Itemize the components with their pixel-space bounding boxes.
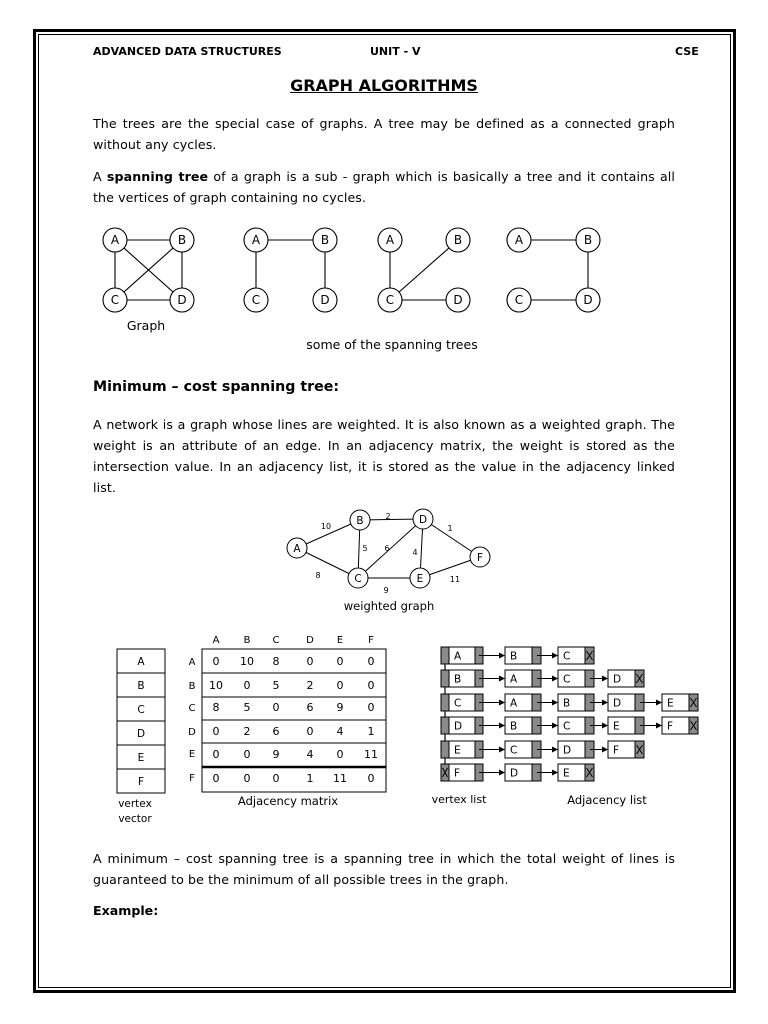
svg-text:C: C — [563, 650, 571, 663]
tree3-node-b: B — [583, 233, 593, 247]
matrix-col-a: A — [212, 635, 220, 646]
vertex-vector-d: D — [136, 728, 146, 740]
matrix-cell: 6 — [272, 725, 280, 738]
spanning-tree-term: spanning tree — [106, 169, 209, 184]
matrix-row-d: D — [188, 727, 196, 738]
adjacency-node — [558, 741, 594, 758]
weighted-graph-caption: weighted graph — [343, 599, 435, 613]
matrix-cell: 9 — [272, 748, 280, 761]
matrix-cell: 11 — [333, 772, 347, 785]
tree1-node-d: D — [320, 293, 330, 307]
tree1-node-a: A — [251, 233, 261, 247]
svg-text:D: D — [510, 767, 519, 780]
tree2-node-c: C — [385, 293, 395, 307]
graph-node-d: D — [177, 293, 187, 307]
adjacency-node — [505, 741, 541, 758]
svg-text:E: E — [667, 697, 674, 710]
matrix-row-a: A — [188, 657, 196, 668]
adjacency-node — [662, 694, 698, 711]
matrix-row-b: B — [188, 681, 196, 692]
adjacency-node — [558, 670, 594, 687]
matrix-cell: 8 — [272, 655, 280, 668]
tree3-node-c: C — [514, 293, 524, 307]
section-heading: Minimum – cost spanning tree: — [93, 379, 340, 395]
matrix-cell: 0 — [243, 772, 251, 785]
matrix-cell: 0 — [212, 725, 220, 738]
wg-weight-ce: 9 — [383, 586, 389, 595]
matrix-col-c: C — [272, 635, 280, 646]
adjacency-node — [662, 717, 698, 734]
wg-weight-bc: 5 — [362, 544, 368, 553]
svg-text:E: E — [613, 720, 620, 733]
wg-weight-df: 1 — [447, 524, 453, 533]
matrix-col-d: D — [306, 635, 314, 646]
graph-node-c: C — [110, 293, 120, 307]
vertex-list-item — [441, 694, 483, 711]
svg-text:D: D — [613, 697, 622, 710]
adjacency-node — [505, 764, 541, 781]
vertex-vector-caption-1: vertex — [118, 798, 152, 810]
tree2-node-a: A — [385, 233, 395, 247]
example-label: Example: — [93, 903, 159, 918]
matrix-cell: 1 — [306, 772, 314, 785]
matrix-cell: 10 — [240, 655, 254, 668]
svg-text:F: F — [613, 744, 620, 757]
vertex-vector-a: A — [137, 656, 145, 668]
vertex-list-item — [441, 717, 483, 734]
graph-node-a: A — [110, 233, 120, 247]
wg-weight-ac: 8 — [315, 571, 321, 580]
adjacency-node — [558, 647, 594, 664]
svg-text:B: B — [510, 720, 518, 733]
adjacency-node — [505, 647, 541, 664]
matrix-cell: 0 — [306, 725, 314, 738]
matrix-row-c: C — [188, 703, 196, 714]
matrix-col-e: E — [336, 635, 344, 646]
svg-text:C: C — [510, 744, 518, 757]
matrix-cell: 0 — [212, 655, 220, 668]
vertex-list-item — [441, 741, 483, 758]
matrix-cell: 2 — [243, 725, 251, 738]
matrix-cell: 0 — [243, 748, 251, 761]
header-unit: UNIT - V — [370, 45, 421, 58]
matrix-cell: 0 — [336, 748, 344, 761]
tree1-node-b: B — [320, 233, 330, 247]
wg-weight-de: 4 — [412, 548, 418, 557]
adjacency-node — [608, 694, 644, 711]
matrix-cell: 1 — [367, 725, 375, 738]
vertex-list-item — [441, 670, 483, 687]
wg-node-a: A — [293, 543, 301, 555]
adjacency-node — [608, 717, 644, 734]
tree1-node-c: C — [251, 293, 261, 307]
wg-node-f: F — [476, 552, 484, 564]
matrix-cell: 0 — [336, 655, 344, 668]
svg-text:C: C — [563, 673, 571, 686]
svg-text:D: D — [613, 673, 622, 686]
svg-text:E: E — [563, 767, 570, 780]
matrix-cell: 0 — [367, 679, 375, 692]
wg-node-b: B — [356, 515, 364, 527]
matrix-cell: 0 — [367, 701, 375, 714]
para2-rest: of a graph is a sub - graph which is basically a tree and it contains all the vertices of graph containing no cycles. — [93, 169, 675, 205]
vertex-list-caption: vertex list — [431, 793, 487, 806]
adjacency-node — [558, 764, 594, 781]
wg-weight-cd: 6 — [384, 544, 390, 553]
matrix-row-f: F — [189, 773, 195, 784]
matrix-cell: 0 — [367, 655, 375, 668]
adjacency-matrix-caption: Adjacency matrix — [237, 794, 339, 808]
matrix-cell: 2 — [306, 679, 314, 692]
tree2-node-d: D — [453, 293, 463, 307]
vertex-vector-c: C — [137, 704, 145, 716]
wg-weight-bd: 2 — [385, 512, 391, 521]
adjacency-node — [558, 694, 594, 711]
matrix-cell: 4 — [306, 748, 314, 761]
matrix-col-b: B — [243, 635, 251, 646]
vertex-list-item — [441, 647, 483, 664]
header-course: ADVANCED DATA STRUCTURES — [93, 45, 282, 58]
svg-text:F: F — [454, 767, 461, 780]
matrix-cell: 6 — [306, 701, 314, 714]
vertex-vector-b: B — [137, 680, 145, 692]
matrix-cell: 0 — [212, 772, 220, 785]
matrix-cell: 0 — [212, 748, 220, 761]
matrix-cell: 0 — [367, 772, 375, 785]
svg-text:D: D — [454, 720, 463, 733]
tree2-node-b: B — [453, 233, 463, 247]
matrix-cell: 11 — [364, 748, 378, 761]
svg-text:F: F — [667, 720, 674, 733]
svg-text:C: C — [563, 720, 571, 733]
matrix-cell: 0 — [306, 655, 314, 668]
adjacency-node — [505, 694, 541, 711]
matrix-cell: 9 — [336, 701, 344, 714]
vertex-vector-caption-2: vector — [118, 813, 152, 825]
wg-weight-ef: 11 — [449, 575, 461, 584]
matrix-cell: 5 — [272, 679, 280, 692]
vertex-vector-f: F — [137, 776, 145, 788]
svg-text:E: E — [454, 744, 461, 757]
tree3-node-a: A — [514, 233, 524, 247]
svg-text:B: B — [454, 673, 462, 686]
matrix-cell: 0 — [272, 772, 280, 785]
minimum-cost-paragraph: A minimum – cost spanning tree is a spanning tree in which the total weight of lines is guaranteed to be the minimum of all possible trees in the graph. — [93, 851, 675, 887]
svg-text:A: A — [510, 673, 518, 686]
svg-text:D: D — [563, 744, 572, 757]
adjacency-list-caption: Adjacency list — [567, 793, 647, 807]
svg-text:C: C — [454, 697, 462, 710]
vertex-list-item — [441, 764, 483, 781]
adjacency-node — [558, 717, 594, 734]
adjacency-node — [505, 670, 541, 687]
vertex-vector-e: E — [137, 752, 145, 764]
tree3-node-d: D — [583, 293, 593, 307]
adjacency-node — [608, 741, 644, 758]
matrix-cell: 0 — [336, 679, 344, 692]
intro-paragraph: The trees are the special case of graphs. A tree may be defined as a connected graph without any cycles. — [93, 116, 675, 152]
wg-node-c: C — [354, 573, 362, 585]
svg-text:A: A — [510, 697, 518, 710]
para2-prefix: A — [93, 169, 107, 184]
matrix-cell: 10 — [209, 679, 223, 692]
matrix-cell: 4 — [336, 725, 344, 738]
wg-weight-ab: 10 — [320, 522, 332, 531]
matrix-cell: 0 — [243, 679, 251, 692]
matrix-row-e: E — [188, 749, 196, 760]
wg-node-d: D — [418, 514, 428, 526]
graph-caption: Graph — [126, 318, 166, 333]
adjacency-node — [505, 717, 541, 734]
matrix-cell: 0 — [272, 701, 280, 714]
wg-node-e: E — [416, 573, 424, 585]
svg-text:A: A — [454, 650, 462, 663]
header-dept: CSE — [675, 45, 699, 58]
page-title: GRAPH ALGORITHMS — [290, 76, 478, 95]
svg-text:B: B — [563, 697, 571, 710]
svg-text:B: B — [510, 650, 518, 663]
matrix-cell: 8 — [212, 701, 220, 714]
matrix-col-f: F — [368, 635, 374, 646]
spanning-trees-caption: some of the spanning trees — [306, 337, 478, 352]
weighted-graph-paragraph: A network is a graph whose lines are weighted. It is also known as a weighted graph. The weight is an attribute of an edge. In an adjacency matrix, the weight is stored as the intersection value. In an adjacency list, it is stored as the value in the adjacency linked list. — [93, 417, 675, 495]
graph-node-b: B — [177, 233, 187, 247]
adjacency-list-diagram — [441, 647, 698, 781]
matrix-cell: 5 — [243, 701, 251, 714]
adjacency-node — [608, 670, 644, 687]
